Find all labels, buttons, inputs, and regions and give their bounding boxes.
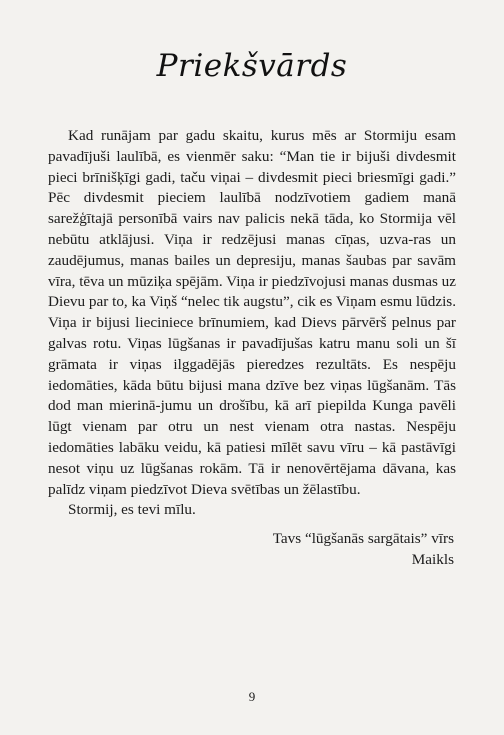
signature-line: Tavs “lūgšanās sargātais” vīrs xyxy=(272,530,454,547)
paragraph-closing: Stormij, es tevi mīlu. xyxy=(68,501,196,519)
foreword-body xyxy=(48,126,456,521)
paragraph-main: Kad runājam par gadu skaitu, kurus mēs ar Stormiju esam pavadījuši laulībā, es vienmēr saku: “Man tie ir bijuši divdesmit pieci brīnišķīgi gadi, taču viņai – divdesmit pieci briesmīgi gadi.” Pēc divdesmit pieciem laulībā nodzīvotiem gadiem manā sarežģītajā personībā vairs nav palicis nekā tāda, ko Stormija vēl nebūtu atklājusi. Viņa ir redzējusi manas cīņas, uzva-ras un zaudējumus, manas bailes un depresiju, manas šaubas par savām vīra, tēva un mūziķa spējām. Viņa ir piedzīvojusi manas dusmas uz Dievu par to, ka Viņš “nelec tik augstu”, cik es Viņam esmu lūdzis. Viņa ir bijusi lieciniece brīnumiem, kad Dievs pārvērš pelnus par galvas rotu. Viņas lūgšanas ir pavadījušas katru manu soli un šī grāmata ir viņas ilggadējās pieredzes rezultāts. Es nespēju iedomāties, kāda būtu bijusi mana dzīve bez viņas lūgšanām. Tās dod man mierinā-jumu un drošību, kā arī piepilda Kunga pavēli lūgt vienam par otru un nest vienam otra nastas. Nespēju iedomāties labāku veidu, kā patiesi mīlēt savu vīru – kā pastāvīgi nesot viņu uz lūgšanas rokām. Tā ir nenovērtējama dāvana, kas palīdz viņam piedzīvot Dieva svētības un žēlastību. xyxy=(48,127,457,498)
signature-name: Maikls xyxy=(411,551,454,568)
page-title: Priekšvārds xyxy=(156,48,348,84)
signature-block xyxy=(273,528,454,570)
page-number: 9 xyxy=(248,689,256,704)
